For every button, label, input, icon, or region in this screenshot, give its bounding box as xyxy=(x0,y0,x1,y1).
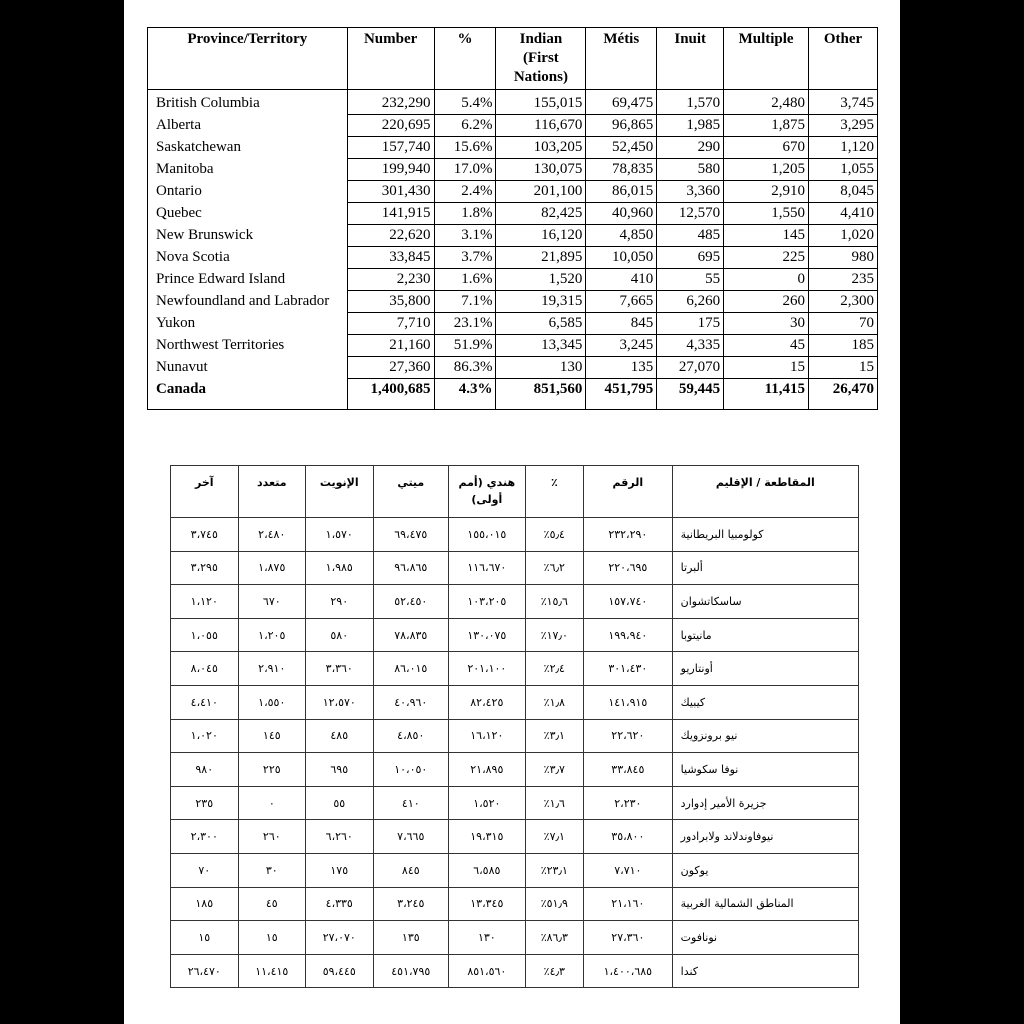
value-cell: 1,120 xyxy=(809,137,878,159)
value-cell: ١،٠٥٥ xyxy=(171,618,239,652)
value-cell: ٩٨٠ xyxy=(171,753,239,787)
province-name-cell: نيوفاوندلاند ولابرادور xyxy=(672,820,858,854)
value-cell: 410 xyxy=(586,269,657,291)
table-row xyxy=(171,887,859,921)
table-row xyxy=(148,269,878,291)
table-row xyxy=(148,181,878,203)
value-cell: ٧،٦٦٥ xyxy=(373,820,449,854)
value-cell: 670 xyxy=(724,137,809,159)
total-value-cell: 851,560 xyxy=(496,379,586,410)
value-cell: ١،٩٨٥ xyxy=(306,551,373,585)
table-row xyxy=(148,291,878,313)
value-cell: ٣،٢٩٥ xyxy=(171,551,239,585)
value-cell: ٨٤٥ xyxy=(373,853,449,887)
value-cell: 1,985 xyxy=(657,115,724,137)
value-cell: 235 xyxy=(809,269,878,291)
value-cell: 2.4% xyxy=(434,181,496,203)
value-cell: 17.0% xyxy=(434,159,496,181)
value-cell: ١٥٧،٧٤٠ xyxy=(584,585,673,619)
value-cell: ١٢،٥٧٠ xyxy=(306,685,373,719)
value-cell: ٢،٩١٠ xyxy=(238,652,305,686)
value-cell: ٢١،١٦٠ xyxy=(584,887,673,921)
value-cell: 175 xyxy=(657,313,724,335)
value-cell: ٣،٣٦٠ xyxy=(306,652,373,686)
table-row xyxy=(171,652,859,686)
value-cell: ٣٫١٪ xyxy=(525,719,583,753)
value-cell: 8,045 xyxy=(809,181,878,203)
column-header: Inuit xyxy=(657,28,724,90)
province-name-cell: نوفا سكوشيا xyxy=(672,753,858,787)
table-row xyxy=(148,203,878,225)
province-name-cell: Northwest Territories xyxy=(148,335,348,357)
value-cell: ١٣٥ xyxy=(373,921,449,955)
value-cell: 27,360 xyxy=(347,357,434,379)
value-cell: ١،١٢٠ xyxy=(171,585,239,619)
value-cell: ٢٣٥ xyxy=(171,786,239,820)
value-cell: ١١،٤١٥ xyxy=(238,954,305,988)
value-cell: ٢٢٥ xyxy=(238,753,305,787)
value-cell: 3.1% xyxy=(434,225,496,247)
value-cell: 260 xyxy=(724,291,809,313)
column-header: Multiple xyxy=(724,28,809,90)
value-cell: 1,570 xyxy=(657,90,724,115)
table-row xyxy=(148,313,878,335)
total-row xyxy=(148,379,878,410)
value-cell: 10,050 xyxy=(586,247,657,269)
table-header-row xyxy=(171,466,859,518)
value-cell: 2,230 xyxy=(347,269,434,291)
value-cell: ٧٫١٪ xyxy=(525,820,583,854)
value-cell: ٥١٫٩٪ xyxy=(525,887,583,921)
table-row xyxy=(148,247,878,269)
value-cell: ١٤١،٩١٥ xyxy=(584,685,673,719)
value-cell: 55 xyxy=(657,269,724,291)
value-cell: ٣٣،٨٤٥ xyxy=(584,753,673,787)
value-cell: 45 xyxy=(724,335,809,357)
total-label-cell: Canada xyxy=(148,379,348,410)
table-row xyxy=(148,90,878,115)
value-cell: 12,570 xyxy=(657,203,724,225)
value-cell: ٢٠١،١٠٠ xyxy=(449,652,526,686)
value-cell: ٨٥١،٥٦٠ xyxy=(449,954,526,988)
column-header: ميتي xyxy=(373,466,449,518)
value-cell: 82,425 xyxy=(496,203,586,225)
value-cell: ٣،٢٤٥ xyxy=(373,887,449,921)
value-cell: 580 xyxy=(657,159,724,181)
value-cell: ٢٧،٣٦٠ xyxy=(584,921,673,955)
province-name-cell: ساسكاتشوان xyxy=(672,585,858,619)
province-name-cell: مانيتوبا xyxy=(672,618,858,652)
province-name-cell: Manitoba xyxy=(148,159,348,181)
value-cell: ٧٠ xyxy=(171,853,239,887)
value-cell: ١٠٣،٢٠٥ xyxy=(449,585,526,619)
value-cell: 15 xyxy=(724,357,809,379)
value-cell: 22,620 xyxy=(347,225,434,247)
value-cell: ١٠،٠٥٠ xyxy=(373,753,449,787)
value-cell: ٧٨،٨٣٥ xyxy=(373,618,449,652)
value-cell: ٦،٥٨٥ xyxy=(449,853,526,887)
value-cell: ٢،٢٣٠ xyxy=(584,786,673,820)
value-cell: 23.1% xyxy=(434,313,496,335)
province-name-cell: يوكون xyxy=(672,853,858,887)
province-name-cell: Ontario xyxy=(148,181,348,203)
value-cell: 13,345 xyxy=(496,335,586,357)
table-header-row xyxy=(148,28,878,90)
value-cell: ٦٧٠ xyxy=(238,585,305,619)
value-cell: ٦،٢٦٠ xyxy=(306,820,373,854)
value-cell: 27,070 xyxy=(657,357,724,379)
value-cell: ٢،٣٠٠ xyxy=(171,820,239,854)
value-cell: 7,665 xyxy=(586,291,657,313)
value-cell: ٤،٨٥٠ xyxy=(373,719,449,753)
value-cell: ٢٦٠ xyxy=(238,820,305,854)
value-cell: ١٫٨٪ xyxy=(525,685,583,719)
value-cell: 21,160 xyxy=(347,335,434,357)
value-cell: ١٤٥ xyxy=(238,719,305,753)
value-cell: 845 xyxy=(586,313,657,335)
value-cell: 35,800 xyxy=(347,291,434,313)
value-cell: 141,915 xyxy=(347,203,434,225)
table-row xyxy=(148,137,878,159)
table-row xyxy=(171,551,859,585)
value-cell: 4,410 xyxy=(809,203,878,225)
value-cell: ٢٢٠،٦٩٥ xyxy=(584,551,673,585)
province-name-cell: British Columbia xyxy=(148,90,348,115)
table-row xyxy=(171,585,859,619)
value-cell: ٨٦٫٣٪ xyxy=(525,921,583,955)
document-page xyxy=(124,0,900,1024)
value-cell: ٠ xyxy=(238,786,305,820)
value-cell: 1,055 xyxy=(809,159,878,181)
province-name-cell: New Brunswick xyxy=(148,225,348,247)
province-name-cell: نيو برونزويك xyxy=(672,719,858,753)
value-cell: ٢٧،٠٧٠ xyxy=(306,921,373,955)
value-cell: ١٥ xyxy=(171,921,239,955)
value-cell: ٩٦،٨٦٥ xyxy=(373,551,449,585)
value-cell: ٣،٧٤٥ xyxy=(171,518,239,552)
table-row xyxy=(171,719,859,753)
value-cell: ١٣٠،٠٧٥ xyxy=(449,618,526,652)
province-name-cell: نونافوت xyxy=(672,921,858,955)
value-cell: ١،٤٠٠،٦٨٥ xyxy=(584,954,673,988)
value-cell: ١،٠٢٠ xyxy=(171,719,239,753)
value-cell: 78,835 xyxy=(586,159,657,181)
value-cell: ٢٣٢،٢٩٠ xyxy=(584,518,673,552)
value-cell: 3,360 xyxy=(657,181,724,203)
province-name-cell: كولومبيا البريطانية xyxy=(672,518,858,552)
value-cell: 6,585 xyxy=(496,313,586,335)
table-row xyxy=(171,853,859,887)
value-cell: ٢٢،٦٢٠ xyxy=(584,719,673,753)
table-row xyxy=(171,685,859,719)
value-cell: 33,845 xyxy=(347,247,434,269)
value-cell: 155,015 xyxy=(496,90,586,115)
value-cell: ١٩٩،٩٤٠ xyxy=(584,618,673,652)
value-cell: ٤٨٥ xyxy=(306,719,373,753)
value-cell: 3,245 xyxy=(586,335,657,357)
value-cell: 15.6% xyxy=(434,137,496,159)
column-header: الإنويت xyxy=(306,466,373,518)
value-cell: ١،٨٧٥ xyxy=(238,551,305,585)
value-cell: 15 xyxy=(809,357,878,379)
province-name-cell: Prince Edward Island xyxy=(148,269,348,291)
value-cell: ٦٩٥ xyxy=(306,753,373,787)
value-cell: 220,695 xyxy=(347,115,434,137)
value-cell: 4,850 xyxy=(586,225,657,247)
value-cell: 185 xyxy=(809,335,878,357)
value-cell: ١٣٠ xyxy=(449,921,526,955)
value-cell: 52,450 xyxy=(586,137,657,159)
value-cell: 225 xyxy=(724,247,809,269)
table-row xyxy=(148,335,878,357)
value-cell: ٦٩،٤٧٥ xyxy=(373,518,449,552)
value-cell: ٤،٣٣٥ xyxy=(306,887,373,921)
province-name-cell: Quebec xyxy=(148,203,348,225)
table-row xyxy=(148,115,878,137)
value-cell: ٥٫٤٪ xyxy=(525,518,583,552)
value-cell: 980 xyxy=(809,247,878,269)
value-cell: ٢٫٤٪ xyxy=(525,652,583,686)
value-cell: 135 xyxy=(586,357,657,379)
column-header: المقاطعة / الإقليم xyxy=(672,466,858,518)
value-cell: 3,295 xyxy=(809,115,878,137)
value-cell: 1,520 xyxy=(496,269,586,291)
value-cell: ٢،٤٨٠ xyxy=(238,518,305,552)
table-row xyxy=(148,357,878,379)
value-cell: ٤٠،٩٦٠ xyxy=(373,685,449,719)
value-cell: 30 xyxy=(724,313,809,335)
value-cell: 130 xyxy=(496,357,586,379)
value-cell: 6,260 xyxy=(657,291,724,313)
arabic-population-table xyxy=(170,465,859,988)
value-cell: ٣٠ xyxy=(238,853,305,887)
value-cell: 116,670 xyxy=(496,115,586,137)
value-cell: ٢٦،٤٧٠ xyxy=(171,954,239,988)
value-cell: ١٦،١٢٠ xyxy=(449,719,526,753)
column-header: متعدد xyxy=(238,466,305,518)
value-cell: ١٥٥،٠١٥ xyxy=(449,518,526,552)
value-cell: 3,745 xyxy=(809,90,878,115)
total-value-cell: 26,470 xyxy=(809,379,878,410)
column-header: Other xyxy=(809,28,878,90)
table-row xyxy=(171,786,859,820)
value-cell: ٤١٠ xyxy=(373,786,449,820)
value-cell: 103,205 xyxy=(496,137,586,159)
value-cell: ١٨٥ xyxy=(171,887,239,921)
value-cell: ٥٢،٤٥٠ xyxy=(373,585,449,619)
total-value-cell: 4.3% xyxy=(434,379,496,410)
value-cell: 0 xyxy=(724,269,809,291)
value-cell: ١٧٥ xyxy=(306,853,373,887)
value-cell: ١٫٦٪ xyxy=(525,786,583,820)
value-cell: 2,300 xyxy=(809,291,878,313)
total-row xyxy=(171,954,859,988)
english-population-table xyxy=(147,27,878,410)
value-cell: ٣٥،٨٠٠ xyxy=(584,820,673,854)
value-cell: ٧،٧١٠ xyxy=(584,853,673,887)
value-cell: ١،٢٠٥ xyxy=(238,618,305,652)
value-cell: ١٧٫٠٪ xyxy=(525,618,583,652)
total-value-cell: 11,415 xyxy=(724,379,809,410)
value-cell: 51.9% xyxy=(434,335,496,357)
value-cell: ٨٢،٤٢٥ xyxy=(449,685,526,719)
value-cell: ٨،٠٤٥ xyxy=(171,652,239,686)
total-value-cell: 451,795 xyxy=(586,379,657,410)
value-cell: 19,315 xyxy=(496,291,586,313)
table-row xyxy=(148,225,878,247)
column-header: آخر xyxy=(171,466,239,518)
value-cell: 145 xyxy=(724,225,809,247)
value-cell: ٥٨٠ xyxy=(306,618,373,652)
value-cell: ٤٫٣٪ xyxy=(525,954,583,988)
value-cell: 21,895 xyxy=(496,247,586,269)
value-cell: ١٩،٣١٥ xyxy=(449,820,526,854)
province-name-cell: Nunavut xyxy=(148,357,348,379)
value-cell: ٥٥ xyxy=(306,786,373,820)
value-cell: 201,100 xyxy=(496,181,586,203)
value-cell: 86.3% xyxy=(434,357,496,379)
value-cell: 16,120 xyxy=(496,225,586,247)
value-cell: 130,075 xyxy=(496,159,586,181)
column-header: ٪ xyxy=(525,466,583,518)
table-row xyxy=(171,518,859,552)
value-cell: 290 xyxy=(657,137,724,159)
column-header: الرقم xyxy=(584,466,673,518)
value-cell: 2,910 xyxy=(724,181,809,203)
value-cell: 69,475 xyxy=(586,90,657,115)
value-cell: 1,205 xyxy=(724,159,809,181)
value-cell: ٢١،٨٩٥ xyxy=(449,753,526,787)
value-cell: 40,960 xyxy=(586,203,657,225)
value-cell: ١١٦،٦٧٠ xyxy=(449,551,526,585)
value-cell: ٥٩،٤٤٥ xyxy=(306,954,373,988)
value-cell: ١٥٫٦٪ xyxy=(525,585,583,619)
province-name-cell: Alberta xyxy=(148,115,348,137)
value-cell: 4,335 xyxy=(657,335,724,357)
column-header: Métis xyxy=(586,28,657,90)
value-cell: 3.7% xyxy=(434,247,496,269)
value-cell: 6.2% xyxy=(434,115,496,137)
value-cell: ١٥ xyxy=(238,921,305,955)
column-header: هندي (أمم أولى) xyxy=(449,466,526,518)
value-cell: 1.8% xyxy=(434,203,496,225)
province-name-cell: Yukon xyxy=(148,313,348,335)
column-header: Indian (First Nations) xyxy=(496,28,586,90)
value-cell: ٤،٤١٠ xyxy=(171,685,239,719)
province-name-cell: Nova Scotia xyxy=(148,247,348,269)
value-cell: 5.4% xyxy=(434,90,496,115)
value-cell: 1,875 xyxy=(724,115,809,137)
province-name-cell: Saskatchewan xyxy=(148,137,348,159)
column-header: Number xyxy=(347,28,434,90)
value-cell: 7.1% xyxy=(434,291,496,313)
table-row xyxy=(171,618,859,652)
value-cell: 86,015 xyxy=(586,181,657,203)
value-cell: ١،٥٥٠ xyxy=(238,685,305,719)
column-header: % xyxy=(434,28,496,90)
value-cell: ١٣،٣٤٥ xyxy=(449,887,526,921)
province-name-cell: جزيرة الأمير إدوارد xyxy=(672,786,858,820)
table-row xyxy=(171,753,859,787)
value-cell: ١،٥٧٠ xyxy=(306,518,373,552)
total-value-cell: 59,445 xyxy=(657,379,724,410)
value-cell: ٢٣٫١٪ xyxy=(525,853,583,887)
province-name-cell: Newfoundland and Labrador xyxy=(148,291,348,313)
province-name-cell: ألبرتا xyxy=(672,551,858,585)
province-name-cell: المناطق الشمالية الغربية xyxy=(672,887,858,921)
value-cell: 301,430 xyxy=(347,181,434,203)
value-cell: 232,290 xyxy=(347,90,434,115)
value-cell: 2,480 xyxy=(724,90,809,115)
table-row xyxy=(148,159,878,181)
value-cell: 1.6% xyxy=(434,269,496,291)
value-cell: 485 xyxy=(657,225,724,247)
value-cell: ٣٫٧٪ xyxy=(525,753,583,787)
table-row xyxy=(171,921,859,955)
province-name-cell: كيبيك xyxy=(672,685,858,719)
value-cell: 96,865 xyxy=(586,115,657,137)
value-cell: 157,740 xyxy=(347,137,434,159)
province-name-cell: أونتاريو xyxy=(672,652,858,686)
value-cell: ٢٩٠ xyxy=(306,585,373,619)
value-cell: ٦٫٢٪ xyxy=(525,551,583,585)
value-cell: 70 xyxy=(809,313,878,335)
value-cell: 199,940 xyxy=(347,159,434,181)
value-cell: 1,020 xyxy=(809,225,878,247)
value-cell: ٤٥ xyxy=(238,887,305,921)
column-header: Province/Territory xyxy=(148,28,348,90)
total-value-cell: 1,400,685 xyxy=(347,379,434,410)
province-name-cell: كندا xyxy=(672,954,858,988)
value-cell: 7,710 xyxy=(347,313,434,335)
value-cell: 695 xyxy=(657,247,724,269)
value-cell: ٨٦،٠١٥ xyxy=(373,652,449,686)
value-cell: ٤٥١،٧٩٥ xyxy=(373,954,449,988)
value-cell: 1,550 xyxy=(724,203,809,225)
value-cell: ١،٥٢٠ xyxy=(449,786,526,820)
value-cell: ٣٠١،٤٣٠ xyxy=(584,652,673,686)
table-row xyxy=(171,820,859,854)
